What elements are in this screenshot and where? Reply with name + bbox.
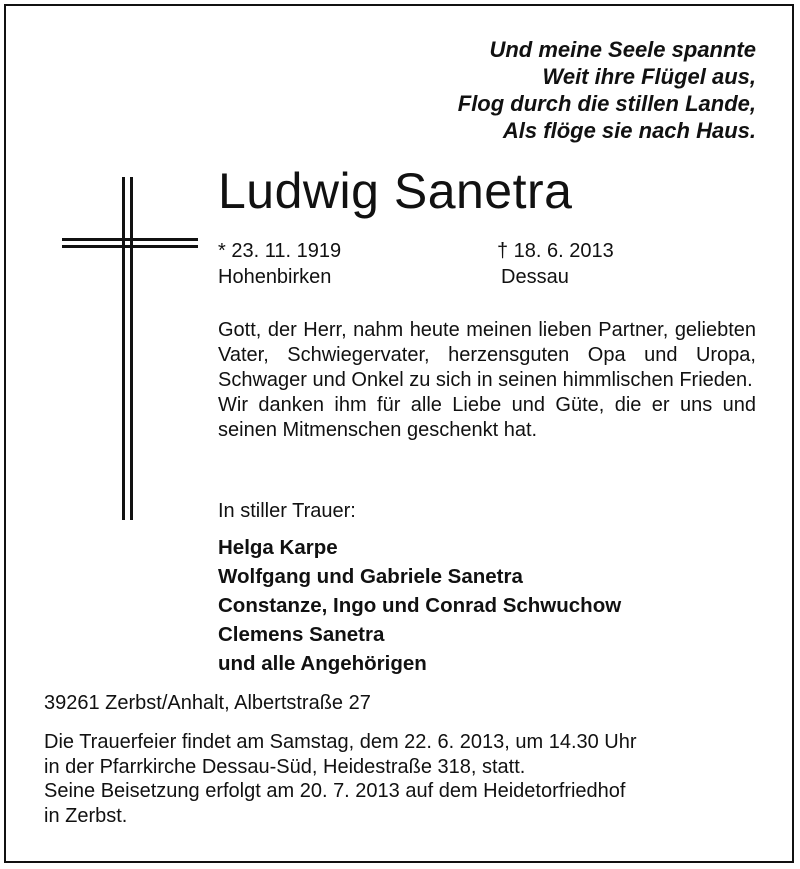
poem bbox=[458, 36, 756, 144]
poem-line: Und meine Seele spannte bbox=[489, 37, 756, 62]
mourners-list bbox=[218, 533, 621, 678]
mourner-name: und alle Angehörigen bbox=[218, 652, 427, 675]
birth-info bbox=[218, 238, 341, 290]
message-paragraph: Wir danken ihm für alle Liebe und Güte, die er uns und seinen Mitmenschen geschenkt hat. bbox=[218, 394, 756, 441]
funeral-line: Die Trauerfeier findet am Samstag, dem 22. 6. 2013, um 14.30 Uhr bbox=[44, 731, 637, 753]
message-paragraph: Gott, der Herr, nahm heute meinen lieben Partner, geliebten Vater, Schwiegervater, herzensguten Opa und Uropa, Schwager und Onkel zu sich in seinen himmlischen Frieden. bbox=[218, 319, 756, 391]
deceased-name: Ludwig Sanetra bbox=[218, 163, 573, 219]
funeral-line: in der Pfarrkirche Dessau-Süd, Heidestraße 318, statt. bbox=[44, 755, 526, 778]
mourner-name: Helga Karpe bbox=[218, 536, 338, 559]
poem-line: Als flöge sie nach Haus. bbox=[502, 118, 756, 143]
obituary-message bbox=[218, 318, 756, 443]
mourning-intro: In stiller Trauer: bbox=[218, 500, 356, 522]
death-place: Dessau bbox=[501, 266, 569, 288]
birth-place: Hohenbirken bbox=[218, 266, 332, 288]
death-date: † 18. 6. 2013 bbox=[497, 240, 614, 262]
funeral-line: Seine Beisetzung erfolgt am 20. 7. 2013 auf dem Heidetorfriedhof bbox=[44, 780, 626, 802]
funeral-line: in Zerbst. bbox=[44, 804, 128, 827]
poem-line: Flog durch die stillen Lande, bbox=[457, 91, 756, 116]
mourner-name: Clemens Sanetra bbox=[218, 623, 385, 646]
poem-line: Weit ihre Flügel aus, bbox=[542, 64, 756, 89]
birth-date: * 23. 11. 1919 bbox=[218, 240, 342, 262]
mourner-name: Wolfgang und Gabriele Sanetra bbox=[218, 565, 523, 588]
mourner-name: Constanze, Ingo und Conrad Schwuchow bbox=[218, 594, 622, 617]
funeral-info bbox=[44, 730, 759, 828]
death-info bbox=[497, 238, 614, 290]
family-address: 39261 Zerbst/Anhalt, Albertstraße 27 bbox=[44, 692, 371, 714]
